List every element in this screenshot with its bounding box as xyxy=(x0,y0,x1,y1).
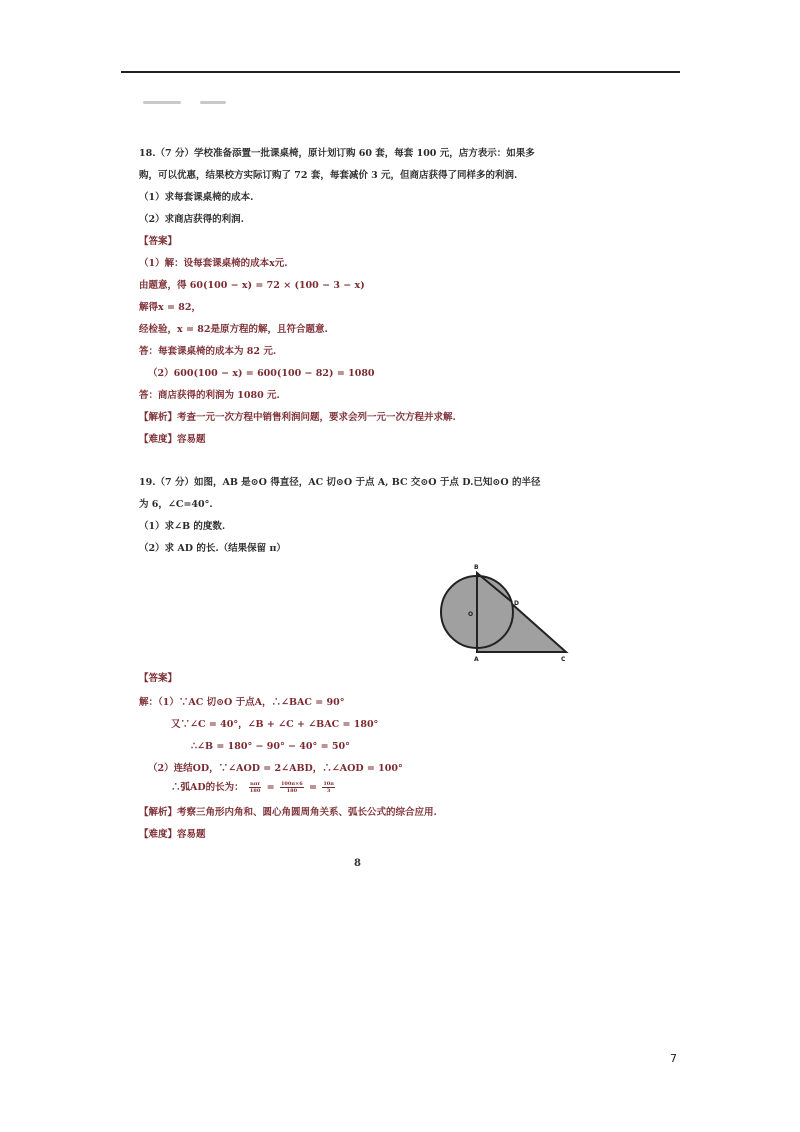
equals-sign-2: = xyxy=(309,782,317,793)
q19-analysis: 【解析】考察三角形内角和、圆心角圆周角关系、弧长公式的综合应用. xyxy=(139,807,437,818)
q19-sub2: （2）求 AD 的长.（结果保留 π） xyxy=(139,543,286,554)
q19-stem-line1: 19.（7 分）如图，AB 是⊙O 得直径，AC 切⊙O 于点 A, BC 交⊙O 于点 D.已知⊙O 的半径 xyxy=(139,477,541,488)
page-number: 7 xyxy=(670,1052,677,1065)
q19-solution-line5 xyxy=(171,781,337,794)
equals-sign-1: = xyxy=(266,782,275,793)
fraction-formula-denominator: 180 xyxy=(249,788,261,794)
q18-stem-line1: 18.（7 分）学校准备添置一批课桌椅，原计划订购 60 套，每套 100 元，店方表示：如果多 xyxy=(139,148,535,159)
fraction-substituted-denominator: 180 xyxy=(286,788,298,794)
q18-answer-line7: 答：商店获得的利润为 1080 元. xyxy=(139,390,280,401)
q19-solution-line4: （2）连结OD，∵∠AOD = 2∠ABD，∴∠AOD = 100° xyxy=(148,763,403,774)
q18-answer-tag: 【答案】 xyxy=(139,236,178,247)
fraction-result xyxy=(322,781,335,794)
q18-stem-line2: 购，可以优惠，结果校方实际订购了 72 套，每套减价 3 元，但商店获得了同样多的利润. xyxy=(139,170,518,181)
label-b: B xyxy=(474,564,479,571)
label-o: O xyxy=(468,611,474,618)
label-d: D xyxy=(514,600,519,607)
q19-difficulty: 【难度】容易题 xyxy=(139,829,206,840)
q19-solution-line3: ∴∠B = 180° − 90° − 40° = 50° xyxy=(191,741,350,752)
q19-solution-line1: 解：（1）∵AC 切⊙O 于点A，∴∠BAC = 90° xyxy=(139,697,345,708)
q19-answer-tag: 【答案】 xyxy=(139,673,178,684)
inner-page-number: 8 xyxy=(354,858,361,869)
fraction-formula-numerator: nπr xyxy=(250,781,261,787)
header-rule xyxy=(121,71,680,73)
label-a: A xyxy=(474,656,479,663)
header-smudge-1 xyxy=(143,101,181,104)
q18-analysis: 【解析】考查一元一次方程中销售利润问题，要求会列一元一次方程并求解. xyxy=(139,412,456,423)
q18-answer-line5: 答：每套课桌椅的成本为 82 元. xyxy=(139,346,277,357)
q18-answer-line4: 经检验，x = 82是原方程的解，且符合题意. xyxy=(139,324,328,335)
fraction-formula xyxy=(249,781,261,794)
q18-answer-line3: 解得x = 82， xyxy=(139,302,201,313)
arc-length-prefix: ∴弧AD的长为： xyxy=(171,782,244,793)
q19-solution-line2: 又∵∠C = 40°，∠B + ∠C + ∠BAC = 180° xyxy=(171,719,379,730)
geometry-figure xyxy=(430,560,580,665)
label-c: C xyxy=(561,656,566,663)
q19-sub1: （1）求∠B 的度数. xyxy=(139,521,226,532)
q18-answer-line1: （1）解：设每套课桌椅的成本x元. xyxy=(139,258,288,269)
fraction-substituted-numerator: 100π×6 xyxy=(280,781,303,787)
q19-stem-line2: 为 6，∠C=40°. xyxy=(139,499,213,510)
fraction-result-numerator: 10π xyxy=(323,781,334,787)
fraction-result-denominator: 3 xyxy=(326,788,331,794)
q18-sub1: （1）求每套课桌椅的成本. xyxy=(139,192,254,203)
q18-answer-line6: （2）600(100 − x) = 600(100 − 82) = 1080 xyxy=(148,368,375,379)
header-smudge-2 xyxy=(200,101,226,104)
q18-answer-line2: 由题意，得 60(100 − x) = 72 × (100 − 3 − x) xyxy=(139,280,365,291)
fraction-substituted xyxy=(280,781,304,794)
q18-difficulty: 【难度】容易题 xyxy=(139,434,206,445)
q18-sub2: （2）求商店获得的利润. xyxy=(139,214,244,225)
